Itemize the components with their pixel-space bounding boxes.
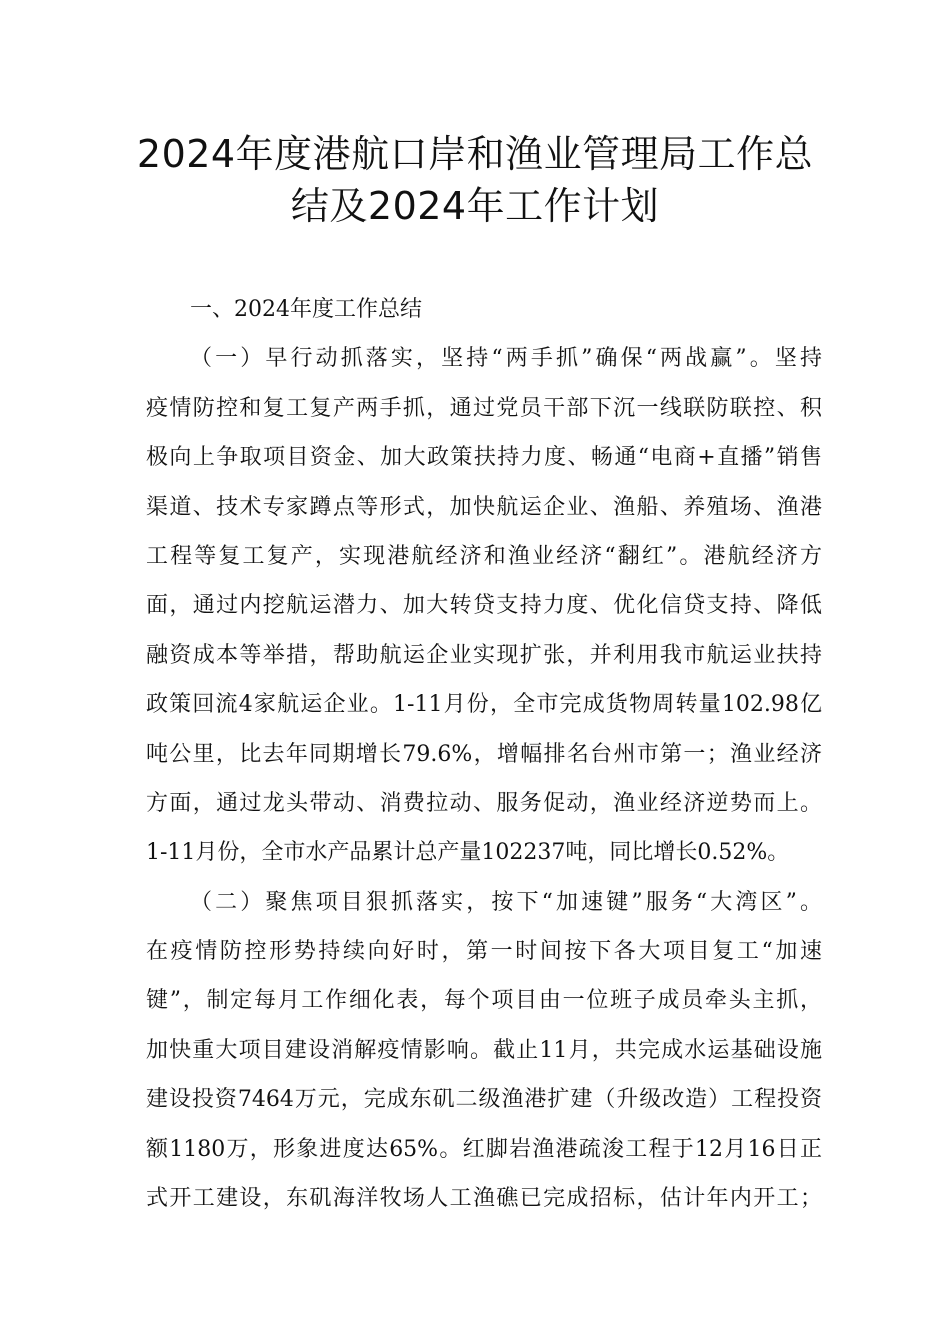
body-text-line: 额1180万，形象进度达65%。红脚岩渔港疏浚工程于12月16日正 bbox=[146, 1136, 822, 1162]
body-text-line: 一、2024年度工作总结 bbox=[190, 297, 422, 322]
body-text-line: 在疫情防控形势持续向好时，第一时间按下各大项目复工“加速 bbox=[146, 939, 822, 965]
document-title bbox=[0, 128, 950, 232]
body-text-line: 1-11月份，全市水产品累计总产量102237吨，同比增长0.52%。 bbox=[146, 840, 790, 866]
body-text-line: 工程等复工复产，实现港航经济和渔业经济“翻红”。港航经济方 bbox=[146, 543, 822, 569]
body-text-line: （一）早行动抓落实，坚持“两手抓”确保“两战赢”。坚持 bbox=[190, 346, 822, 372]
body-text-line: 疫情防控和复工复产两手抓，通过党员干部下沉一线联防联控、积 bbox=[146, 395, 822, 421]
body-text-line: 极向上争取项目资金、加大政策扶持力度、畅通“电商+直播”销售 bbox=[146, 445, 822, 471]
body-text-line: 加快重大项目建设消解疫情影响。截止11月，共完成水运基础设施 bbox=[146, 1037, 822, 1063]
body-text-line: 吨公里，比去年同期增长79.6%，增幅排名台州市第一；渔业经济 bbox=[146, 741, 822, 767]
title-line-2: 结及2024年工作计划 bbox=[290, 184, 660, 228]
body-text-line: 面，通过内挖航运潜力、加大转贷支持力度、优化信贷支持、降低 bbox=[146, 593, 822, 619]
body-text-line: （二）聚焦项目狠抓落实，按下“加速键”服务“大湾区”。 bbox=[190, 889, 822, 915]
title-line-1: 2024年度港航口岸和渔业管理局工作总 bbox=[136, 132, 814, 176]
body-text-line: 融资成本等举措，帮助航运企业实现扩张，并利用我市航运业扶持 bbox=[146, 642, 822, 668]
document-body bbox=[146, 285, 822, 1223]
body-text-line: 方面，通过龙头带动、消费拉动、服务促动，渔业经济逆势而上。 bbox=[146, 790, 822, 816]
body-text-line: 式开工建设，东矶海洋牧场人工渔礁已完成招标，估计年内开工； bbox=[146, 1186, 822, 1212]
body-text-line: 键”，制定每月工作细化表，每个项目由一位班子成员牵头主抓， bbox=[146, 988, 822, 1014]
body-text-line: 渠道、技术专家蹲点等形式，加快航运企业、渔船、养殖场、渔港 bbox=[146, 494, 822, 520]
body-text-line: 政策回流4家航运企业。1-11月份，全市完成货物周转量102.98亿 bbox=[146, 692, 822, 718]
body-text-line: 建设投资7464万元，完成东矶二级渔港扩建（升级改造）工程投资 bbox=[146, 1087, 822, 1113]
